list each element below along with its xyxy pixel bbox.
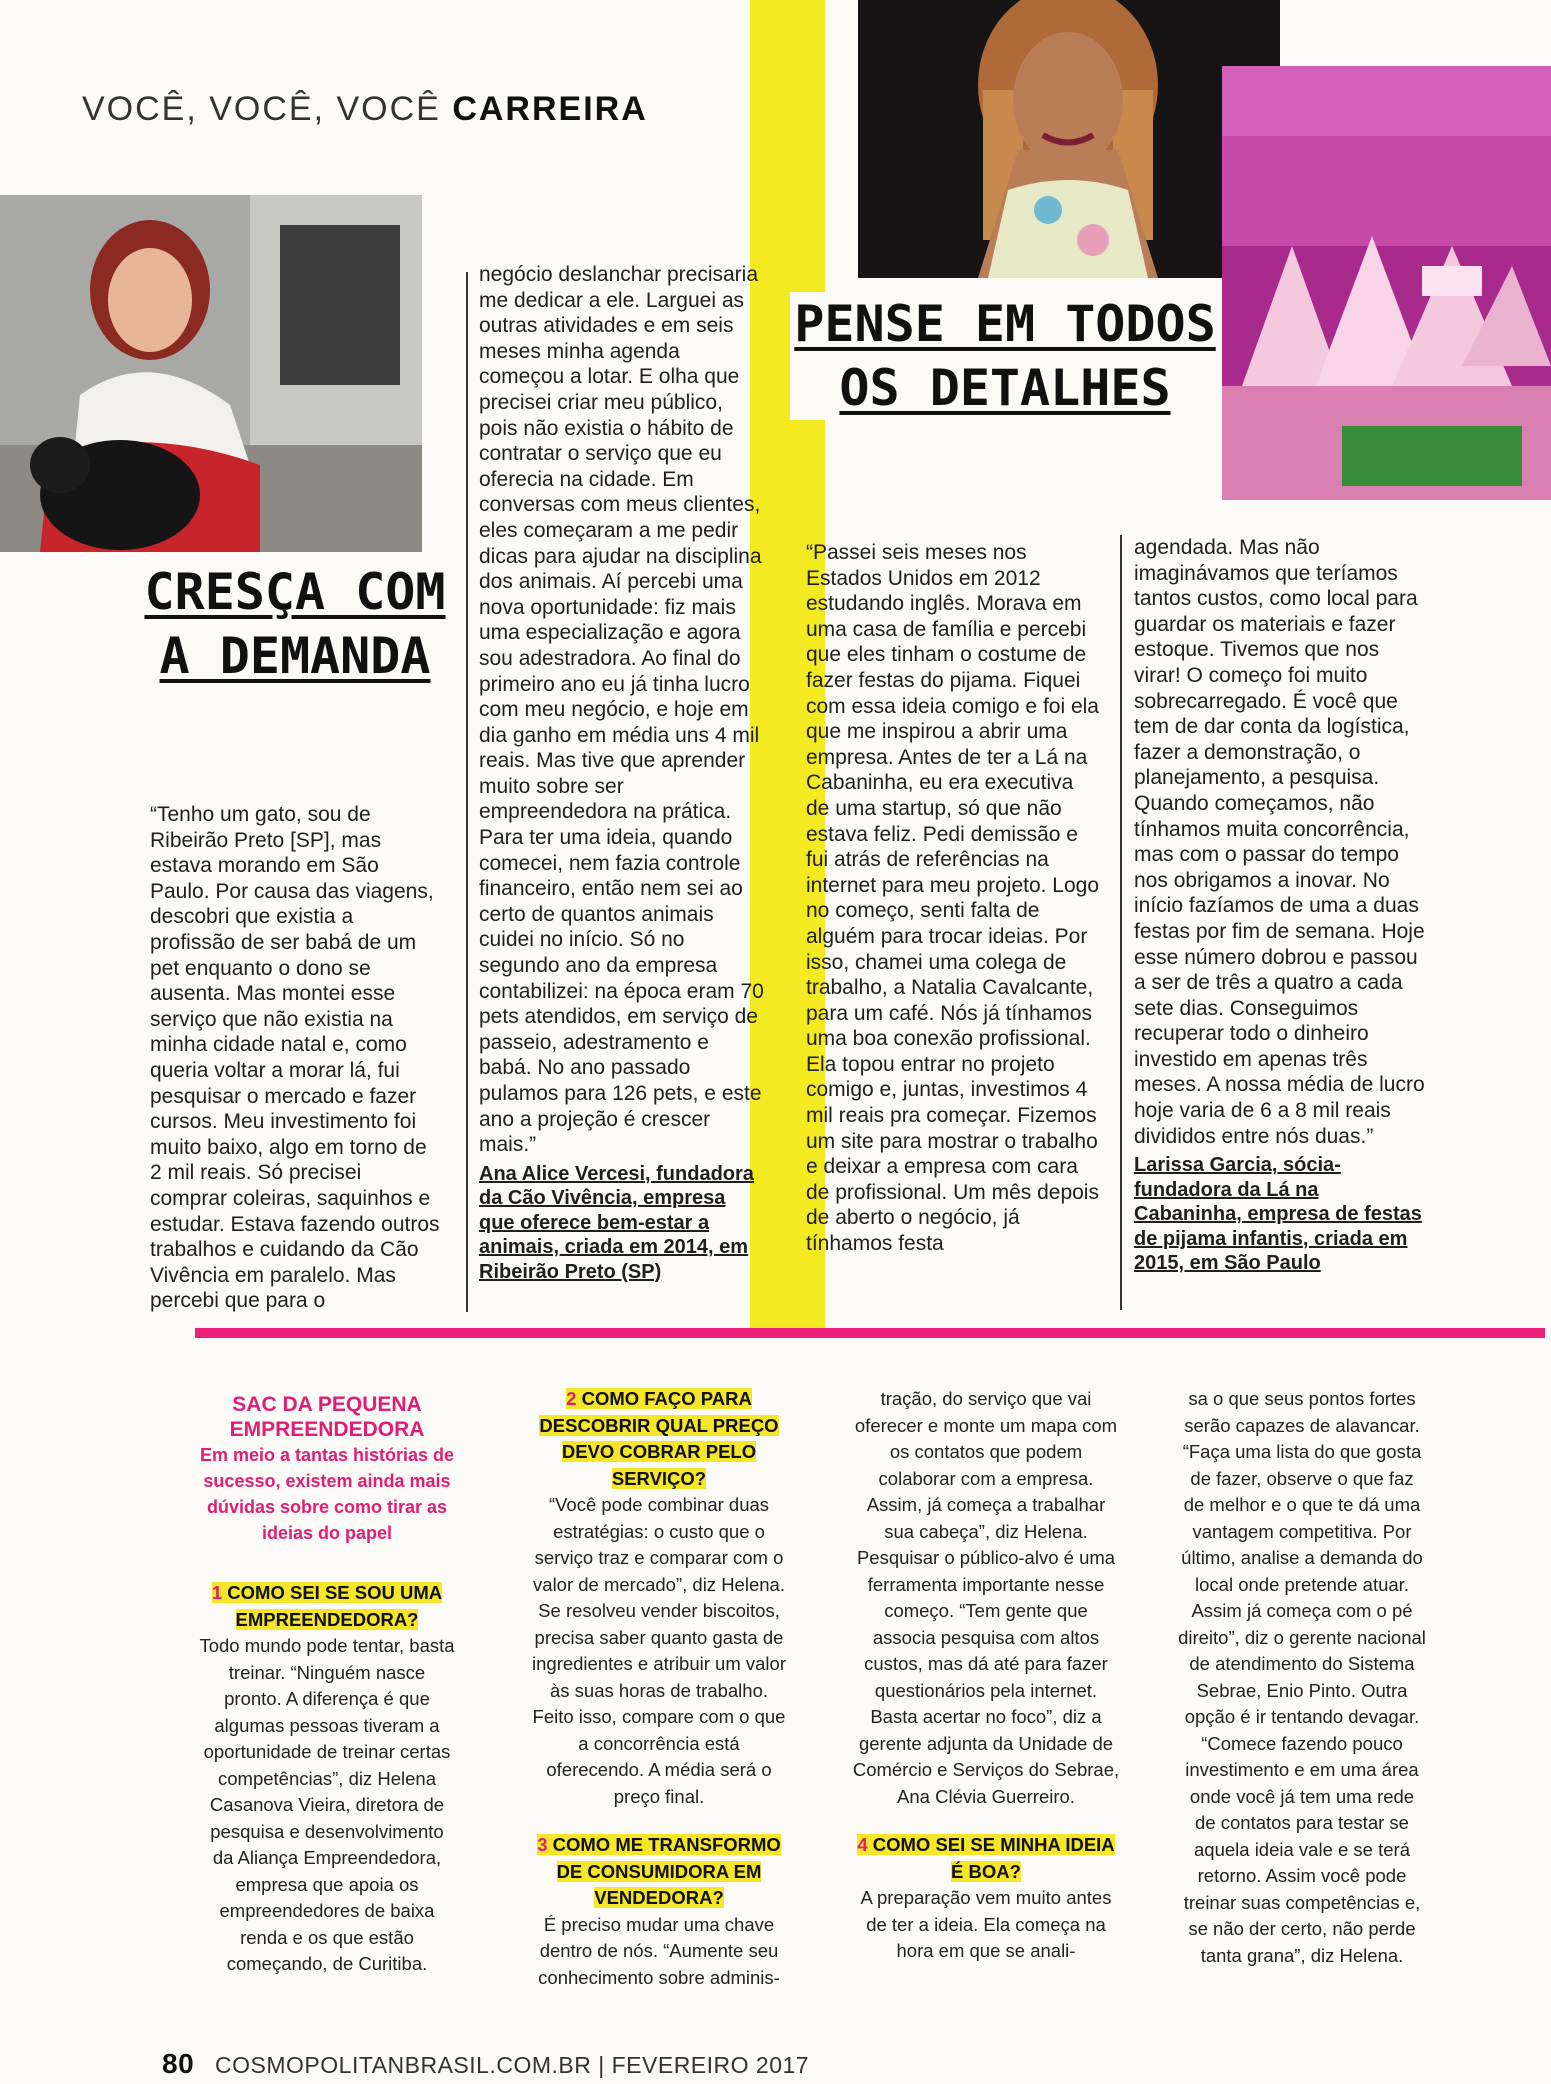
q3-heading <box>537 1834 781 1908</box>
photo-larissa-portrait <box>858 0 1280 278</box>
q4-heading <box>857 1834 1114 1882</box>
footer-date: FEVEREIRO 2017 <box>611 2052 810 2078</box>
q1-question: COMO SEI SE SOU UMA EMPREENDEDORA? <box>227 1582 443 1630</box>
headline-pense: PENSE EM TODOS OS DETALHES <box>790 292 1220 420</box>
footer-separator: | <box>598 2052 605 2078</box>
page-footer <box>162 2048 809 2080</box>
q2-question: COMO FAÇO PARA DESCOBRIR QUAL PREÇO DEVO COBRAR PELO SERVIÇO? <box>539 1388 779 1489</box>
q3-question: COMO ME TRANSFORMO DE CONSUMIDORA EM VENDEDORA? <box>552 1834 781 1908</box>
photo-ana-with-dog <box>0 195 422 552</box>
sac-title: SAC DA PEQUENA EMPREENDEDORA <box>229 1393 425 1441</box>
footer-site: COSMOPOLITANBRASIL.COM.BR <box>215 2052 592 2078</box>
sac-column-3 <box>852 1386 1120 1965</box>
q4-answer: A preparação vem muito antes de ter a ideia. Ela começa na hora em que se anali- <box>860 1887 1112 1961</box>
story1-column-2 <box>479 262 765 1284</box>
q4-number: 4 <box>857 1834 868 1855</box>
q1-number: 1 <box>211 1582 223 1603</box>
story1-column-1 <box>150 802 442 1314</box>
q4-question: COMO SEI SE MINHA IDEIA É BOA? <box>872 1834 1115 1882</box>
story2-text-1: “Passei seis meses nos Estados Unidos em 2012 estudando inglês. Morava em uma casa de família e percebi que eles tinham o costume de fazer festas do pijama. Fiquei com essa ideia comigo e foi ela que me inspirou a abrir uma empresa. Antes de ter a Lá na Cabaninha, eu era executiva de uma startup, só que não estava feliz. Pedi demissão e fui atrás de referências na internet para meu projeto. Logo no começo, senti falta de alguém para trocar ideias. Por isso, chamei uma colega de trabalho, a Natalia Cavalcante, para um café. Nós já tínhamos uma boa conexão profissional. Ela topou entrar no projeto comigo e, juntas, investimos 4 mil reais pra começar. Fizemos um site para mostrar o trabalho e deixar a empresa com cara de profissional. Um mês depois de aberto o negócio, já tínhamos festa <box>806 541 1100 1256</box>
page-number: 80 <box>162 2048 195 2079</box>
sac-subtitle: Em meio a tantas histórias de sucesso, existem ainda mais dúvidas sobre como tirar as ideias do papel <box>199 1445 455 1543</box>
story2-text-2: agendada. Mas não imaginávamos que teríamos tantos custos, como local para guardar os materiais e fazer estoque. Tivemos que nos virar! O começo foi muito sobrecarregado. É você que tem de dar conta da logística, fazer a demonstração, o planejamento, a pesquisa. Quando começamos, não tínhamos muita concorrência, mas com o passar do tempo nos obrigamos a inovar. No início fazíamos de uma a duas festas por fim de semana. Hoje esse número dobrou e passou a ser de três a quatro a cada sete dias. Conseguimos recuperar todo o dinheiro investido em apenas três meses. A nossa média de lucro hoje varia de 6 a 8 mil reais divididos entre nós duas.” <box>1134 536 1425 1148</box>
story1-text-1: “Tenho um gato, sou de Ribeirão Preto [SP], mas estava morando em São Paulo. Por causa das viagens, descobri que existia a profissão de ser babá de um pet enquanto o dono se ausenta. Mas montei esse serviço que não existia na minha cidade natal e, como queria voltar a morar lá, fui pesquisar o mercado e fazer cursos. Meu investimento foi muito baixo, algo em torno de 2 mil reais. Só precisei comprar coleiras, saquinhos e estudar. Estava fazendo outros trabalhos e cuidando da Cão Vivência em paralelo. Mas percebi que para o <box>150 803 440 1313</box>
section-name: CARREIRA <box>452 90 648 128</box>
headline-cresca: CRESÇA COM A DEMANDA <box>130 560 460 688</box>
story2-column-1 <box>806 540 1102 1257</box>
story1-text-2: negócio deslanchar precisaria me dedicar a ele. Larguei as outras atividades e em seis meses minha agenda começou a lotar. E olha que precisei criar meu público, pois não existia o hábito de contratar o serviço que eu oferecia na cidade. Em conversas com meus clientes, eles começaram a me pedir dicas para ajudar na disciplina dos animais. Aí percebi uma nova oportunidade: fiz mais uma especialização e agora sou adestradora. Ao final do primeiro ano eu já tinha lucro com meu negócio, e hoje em dia ganho em média uns 4 mil reais. Mas tive que aprender muito sobre ser empreendedora na prática. Para ter uma ideia, quando comecei, nem fazia controle financeiro, então nem sei ao certo de quantos animais cuidei no início. Só no segundo ano da empresa contabilizei: na época eram 70 pets atendidos, em serviço de passeio, adestramento e babá. No ano passado pulamos para 126 pets, e este ano a projeção é crescer mais.” <box>479 263 764 1157</box>
sac-column-2 <box>528 1386 790 1991</box>
column-divider <box>1120 535 1122 1310</box>
story2-column-2 <box>1134 535 1430 1276</box>
photo-pink-tents <box>1222 66 1551 500</box>
sac-column-1 <box>198 1392 456 1978</box>
q3-number: 3 <box>537 1834 548 1855</box>
q1-answer: Todo mundo pode tentar, basta treinar. “Ninguém nasce pronto. A diferença é que algumas pessoas tiveram a oportunidade de treinar certas competências”, diz Helena Casanova Vieira, diretora de pesquisa e desenvolvimento da Aliança Empreendedora, empresa que apoia os empreendedores de baixa renda e os que estão começando, de Curitiba. <box>199 1635 455 1974</box>
q3-answer: É preciso mudar uma chave dentro de nós. “Aumente seu conhecimento sobre adminis- <box>538 1913 780 1988</box>
sac-col4-text: sa o que seus pontos fortes serão capazes de alavancar. “Faça uma lista do que gosta de fazer, observe o que faz de melhor e o que te dá uma vantagem competitiva. Por último, analise a demanda do local onde pretende atuar. Assim já começa com o pé direito”, diz o gerente nacional de atendimento do Sistema Sebrae, Enio Pinto. Outra opção é ir tentando devagar. “Comece fazendo pouco investimento e em uma área onde você já tem uma rede de contatos para testar se aquela ideia vale e se terá retorno. Assim você pode treinar suas competências e, se não der certo, não perde tanta grana”, diz Helena. <box>1178 1388 1426 1966</box>
story2-byline: Larissa Garcia, sócia-fundadora da Lá na Cabaninha, empresa de festas de pijama infantis, criada em 2015, em São Paulo <box>1134 1154 1422 1275</box>
q2-heading <box>539 1388 778 1489</box>
sac-col3-text: tração, do serviço que vai oferecer e monte um mapa com os contatos que podem colaborar com a empresa. Assim, já começa a trabalhar sua cabeça”, diz Helena. Pesquisar o público-alvo é uma ferramenta importante nesse começo. “Tem gente que associa pesquisa com altos custos, mas dá até para fazer questionários pela internet. Basta acertar no foco”, diz a gerente adjunta da Unidade de Comércio e Serviços do Sebrae, Ana Clévia Guerreiro. <box>852 1388 1120 1807</box>
q1-heading <box>212 1582 442 1630</box>
section-prefix: VOCÊ, VOCÊ, VOCÊ <box>82 90 441 128</box>
sac-column-4 <box>1178 1386 1426 1969</box>
q2-answer: “Você pode combinar duas estratégias: o custo que o serviço traz e comparar com o valor de mercado”, diz Helena. Se resolveu vender biscoitos, precisa saber quanto gasta de ingredientes e atribuir um valor às suas horas de trabalho. Feito isso, compare com o que a concorrência está oferecendo. A média será o preço final. <box>532 1494 786 1807</box>
column-divider <box>466 272 468 1312</box>
pink-section-rule <box>195 1328 1545 1338</box>
story1-byline: Ana Alice Vercesi, fundadora da Cão Vivência, empresa que oferece bem-estar a animais, criada em 2014, em Ribeirão Preto (SP) <box>479 1162 754 1283</box>
section-label <box>82 90 648 129</box>
q2-number: 2 <box>566 1388 577 1409</box>
